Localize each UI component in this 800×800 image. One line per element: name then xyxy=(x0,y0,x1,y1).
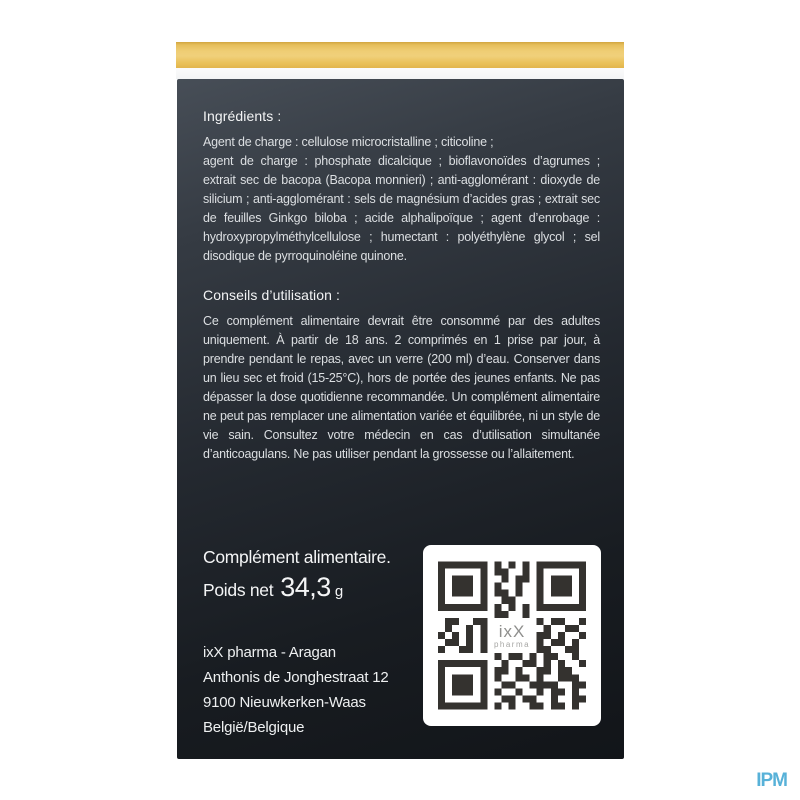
address-country: België/Belgique xyxy=(203,719,305,736)
gold-band xyxy=(176,42,624,68)
usage-section xyxy=(203,287,600,464)
ingredients-intro-line: Agent de charge : cellulose microcristalline ; citicoline ; xyxy=(203,135,494,149)
qr-center-logo xyxy=(490,621,534,651)
qr-logo-brand: ixX xyxy=(498,621,526,641)
usage-heading: Conseils d’utilisation : xyxy=(203,287,341,303)
bottom-row xyxy=(203,545,601,740)
qr-logo-pharma: pharma xyxy=(493,639,531,649)
address-city: 9100 Nieuwkerken-Waas xyxy=(203,694,366,711)
ipm-watermark-logo: IPM xyxy=(756,770,787,791)
product-label-panel xyxy=(177,79,624,759)
ingredients-heading: Ingrédients : xyxy=(203,108,282,124)
net-weight-label: Poids net xyxy=(203,580,274,600)
net-weight-unit: g xyxy=(334,583,344,600)
qr-code xyxy=(423,545,601,726)
supplement-statement: Complément alimentaire. xyxy=(203,547,391,567)
manufacturer-address xyxy=(203,640,391,740)
ingredients-paragraph: agent de charge : phosphate dicalcique ; bioflavonoïdes d’agrumes ; extrait sec de bacopa (Bacopa monnieri) ; anti-agglomérant : dioxyde de silicium ; anti-agglomérant : sels de magnésium d’acides gras ; extrait sec de feuilles Ginkgo biloba ; acide alphalipoïque ; agent d’enrobage : hydroxypropylméthylcellulose ; humectant : polyéthylène glycol ; sel disodique de pyrroquinoléine quinone. xyxy=(203,154,600,263)
product-info-column xyxy=(203,545,391,740)
usage-paragraph: Ce complément alimentaire devrait être consommé par des adultes uniquement. À partir de 18 ans. 2 comprimés en 1 prise par jour, à prendre pendant le repas, avec un verre (200 ml) d’eau. Conserver dans un lieu sec et froid (15-25°C), hors de portée des jeunes enfants. Ne pas dépasser la dose quotidienne recommandée. Un complément alimentaire ne peut pas remplacer une alimentation variée et équilibrée, ni un style de vie sain. Consultez votre médecin en cas d’utilisation simultanée d’anticoagulans. Ne pas utiliser pendant la grossesse ou l’allaitement. xyxy=(203,314,600,461)
net-weight-value: 34,3 xyxy=(280,572,331,602)
band-gap xyxy=(176,68,624,79)
ingredients-section xyxy=(203,108,600,266)
manufacturer-name: ixX pharma - Aragan xyxy=(203,644,336,661)
net-weight xyxy=(203,572,391,603)
address-street: Anthonis de Jonghestraat 12 xyxy=(203,669,389,686)
